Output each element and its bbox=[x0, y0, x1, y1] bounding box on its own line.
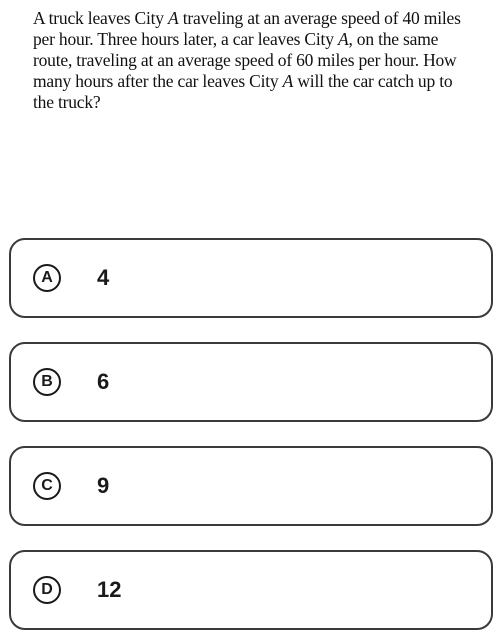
question-text-part: will the car catch up to the truck? bbox=[33, 71, 453, 112]
choice-letter-badge: A bbox=[33, 264, 61, 292]
choice-c-button[interactable] bbox=[9, 446, 493, 526]
question-text-part: A truck leaves City bbox=[33, 8, 169, 28]
choice-a-button[interactable] bbox=[9, 238, 493, 318]
variable-city: A bbox=[168, 8, 179, 28]
answer-choices bbox=[9, 238, 493, 630]
question-text-part: traveling at an average speed of 40 miles per hour. Three hours later, a car leaves City bbox=[33, 8, 461, 49]
question-text-part: , on the same route, traveling at an average speed of 60 miles per hour. How many hours after the car leaves City bbox=[33, 29, 457, 91]
choice-value: 4 bbox=[97, 265, 110, 290]
choice-b-button[interactable] bbox=[9, 342, 493, 422]
choice-letter-badge: B bbox=[33, 368, 61, 396]
choice-letter-badge: D bbox=[33, 576, 61, 604]
choice-value: 9 bbox=[97, 473, 110, 498]
choice-value: 12 bbox=[97, 577, 122, 602]
variable-city: A bbox=[337, 29, 349, 49]
choice-value: 6 bbox=[97, 369, 110, 394]
choice-d-button[interactable] bbox=[9, 550, 493, 630]
question-text bbox=[33, 8, 463, 113]
choice-letter-badge: C bbox=[33, 472, 61, 500]
variable-city: A bbox=[282, 71, 294, 91]
